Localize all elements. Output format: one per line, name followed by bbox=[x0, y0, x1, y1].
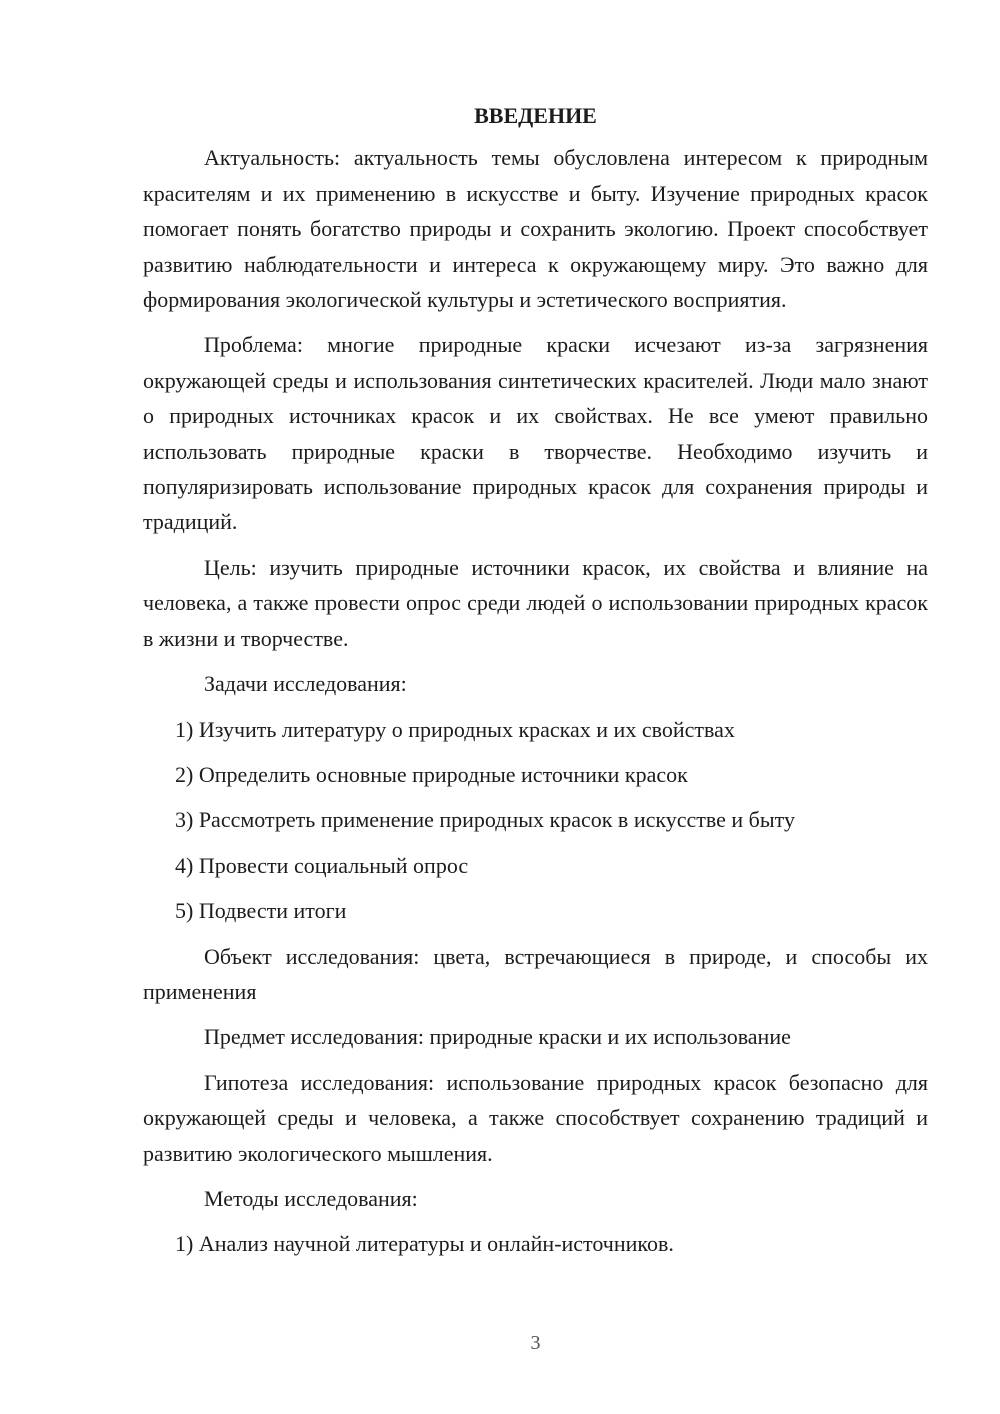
task-item: 5) Подвести итоги bbox=[175, 898, 347, 924]
relevance-paragraph: Актуальность: актуальность темы обусловлена интересом к природным красителям и их применению в искусстве и быту. Изучение природных красок помогает понять богатство природы и сохранить экологию. Проект способствует развитию наблюдательности и интереса к окружающему миру. Это важно для формирования экологической культуры и эстетического восприятия. bbox=[143, 145, 928, 313]
task-item: 4) Провести социальный опрос bbox=[175, 852, 469, 878]
section-heading: ВВЕДЕНИЕ bbox=[474, 103, 597, 128]
problem-paragraph: Проблема: многие природные краски исчезают из-за загрязнения окружающей среды и использования синтетических красителей. Люди мало знают о природных источниках красок и их свойствах. Не все умеют правильно использовать природные краски в творчестве. Необходимо изучить и популяризировать использование природных красок для сохранения природы и традиций. bbox=[143, 332, 928, 535]
hypothesis-paragraph: Гипотеза исследования: использование природных красок безопасно для окружающей среды и человека, а также способствует сохранению традиций и развитию экологического мышления. bbox=[143, 1069, 928, 1166]
method-item: 1) Анализ научной литературы и онлайн-источников. bbox=[175, 1231, 674, 1257]
methods-heading: Методы исследования: bbox=[204, 1185, 418, 1211]
methods-list bbox=[143, 1226, 928, 1261]
subject-paragraph: Предмет исследования: природные краски и их использование bbox=[204, 1024, 791, 1050]
task-item: 1) Изучить литературу о природных красках и их свойствах bbox=[175, 716, 735, 742]
task-item: 2) Определить основные природные источники красок bbox=[175, 761, 688, 787]
task-item: 3) Рассмотреть применение природных красок в искусстве и быту bbox=[175, 807, 795, 833]
tasks-list bbox=[143, 712, 928, 929]
object-paragraph: Объект исследования: цвета, встречающиеся в природе, и способы их применения bbox=[143, 943, 928, 1004]
tasks-heading: Задачи исследования: bbox=[204, 671, 407, 697]
page-number: 3 bbox=[530, 1332, 541, 1354]
goal-paragraph: Цель: изучить природные источники красок, их свойства и влияние на человека, а также провести опрос среди людей о использовании природных красок в жизни и творчестве. bbox=[143, 554, 928, 651]
